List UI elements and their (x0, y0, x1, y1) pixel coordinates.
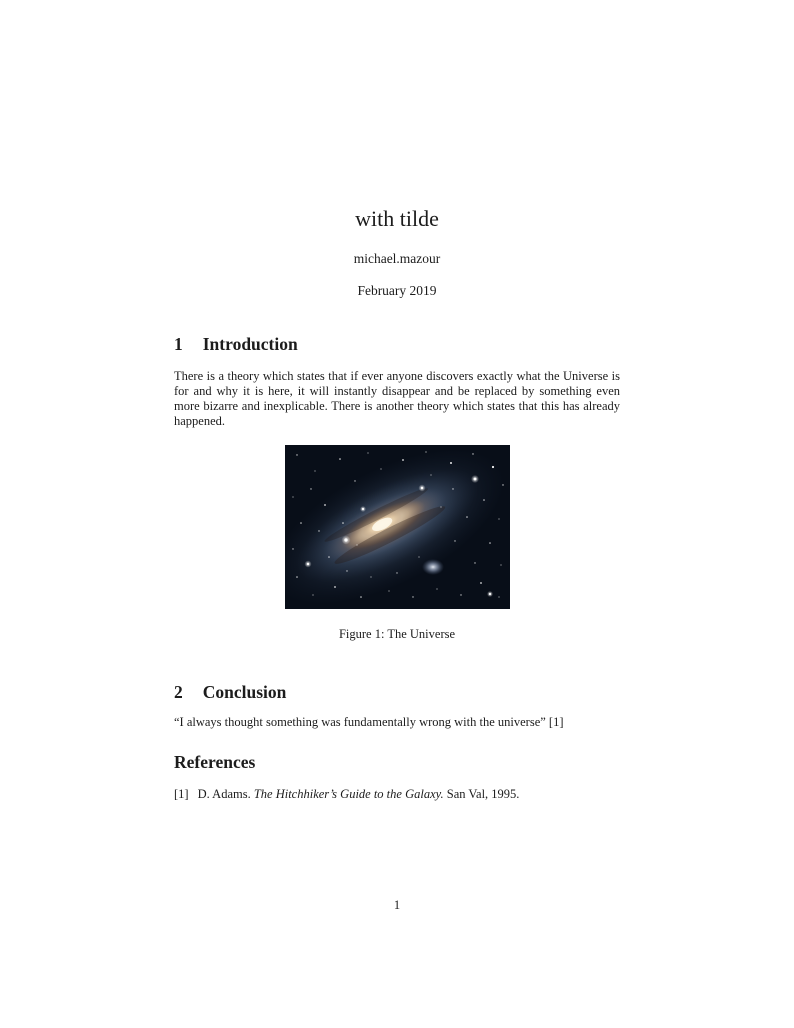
section-number: 2 (174, 682, 183, 702)
figure-1 (174, 445, 620, 642)
page-number: 1 (393, 898, 401, 912)
section-title: Introduction (202, 334, 298, 354)
companion-galaxy (422, 559, 444, 575)
reference-title: The Hitchhiker’s Guide to the Galaxy. (253, 787, 444, 801)
galaxy-image (285, 445, 510, 609)
section-number: 1 (174, 334, 183, 354)
figure-caption: Figure 1: The Universe (338, 627, 456, 641)
reference-item (174, 787, 620, 802)
text-column (174, 206, 620, 802)
reference-text (198, 787, 520, 802)
paper-date: February 2019 (357, 283, 437, 298)
section-title: Conclusion (202, 682, 287, 702)
introduction-paragraph: There is a theory which states that if ever anyone discovers exactly what the Universe is for and why it is here, it will instantly disappear and be replaced by something even more bizarre and inexplicable. There is another theory which states that this has already happened. (174, 369, 620, 428)
paper-title: with tilde (355, 206, 439, 231)
section-heading-conclusion (174, 682, 620, 703)
galaxy-svg (285, 445, 510, 609)
paper-author: michael.mazour (353, 251, 441, 266)
reference-publisher: San Val, 1995. (446, 787, 520, 801)
reference-label: [1] (174, 787, 189, 801)
references-heading: References (174, 752, 256, 772)
reference-authors: D. Adams. (197, 787, 251, 801)
section-heading-introduction (174, 334, 620, 355)
conclusion-paragraph: “I always thought something was fundamentally wrong with the universe” [1] (174, 715, 564, 729)
